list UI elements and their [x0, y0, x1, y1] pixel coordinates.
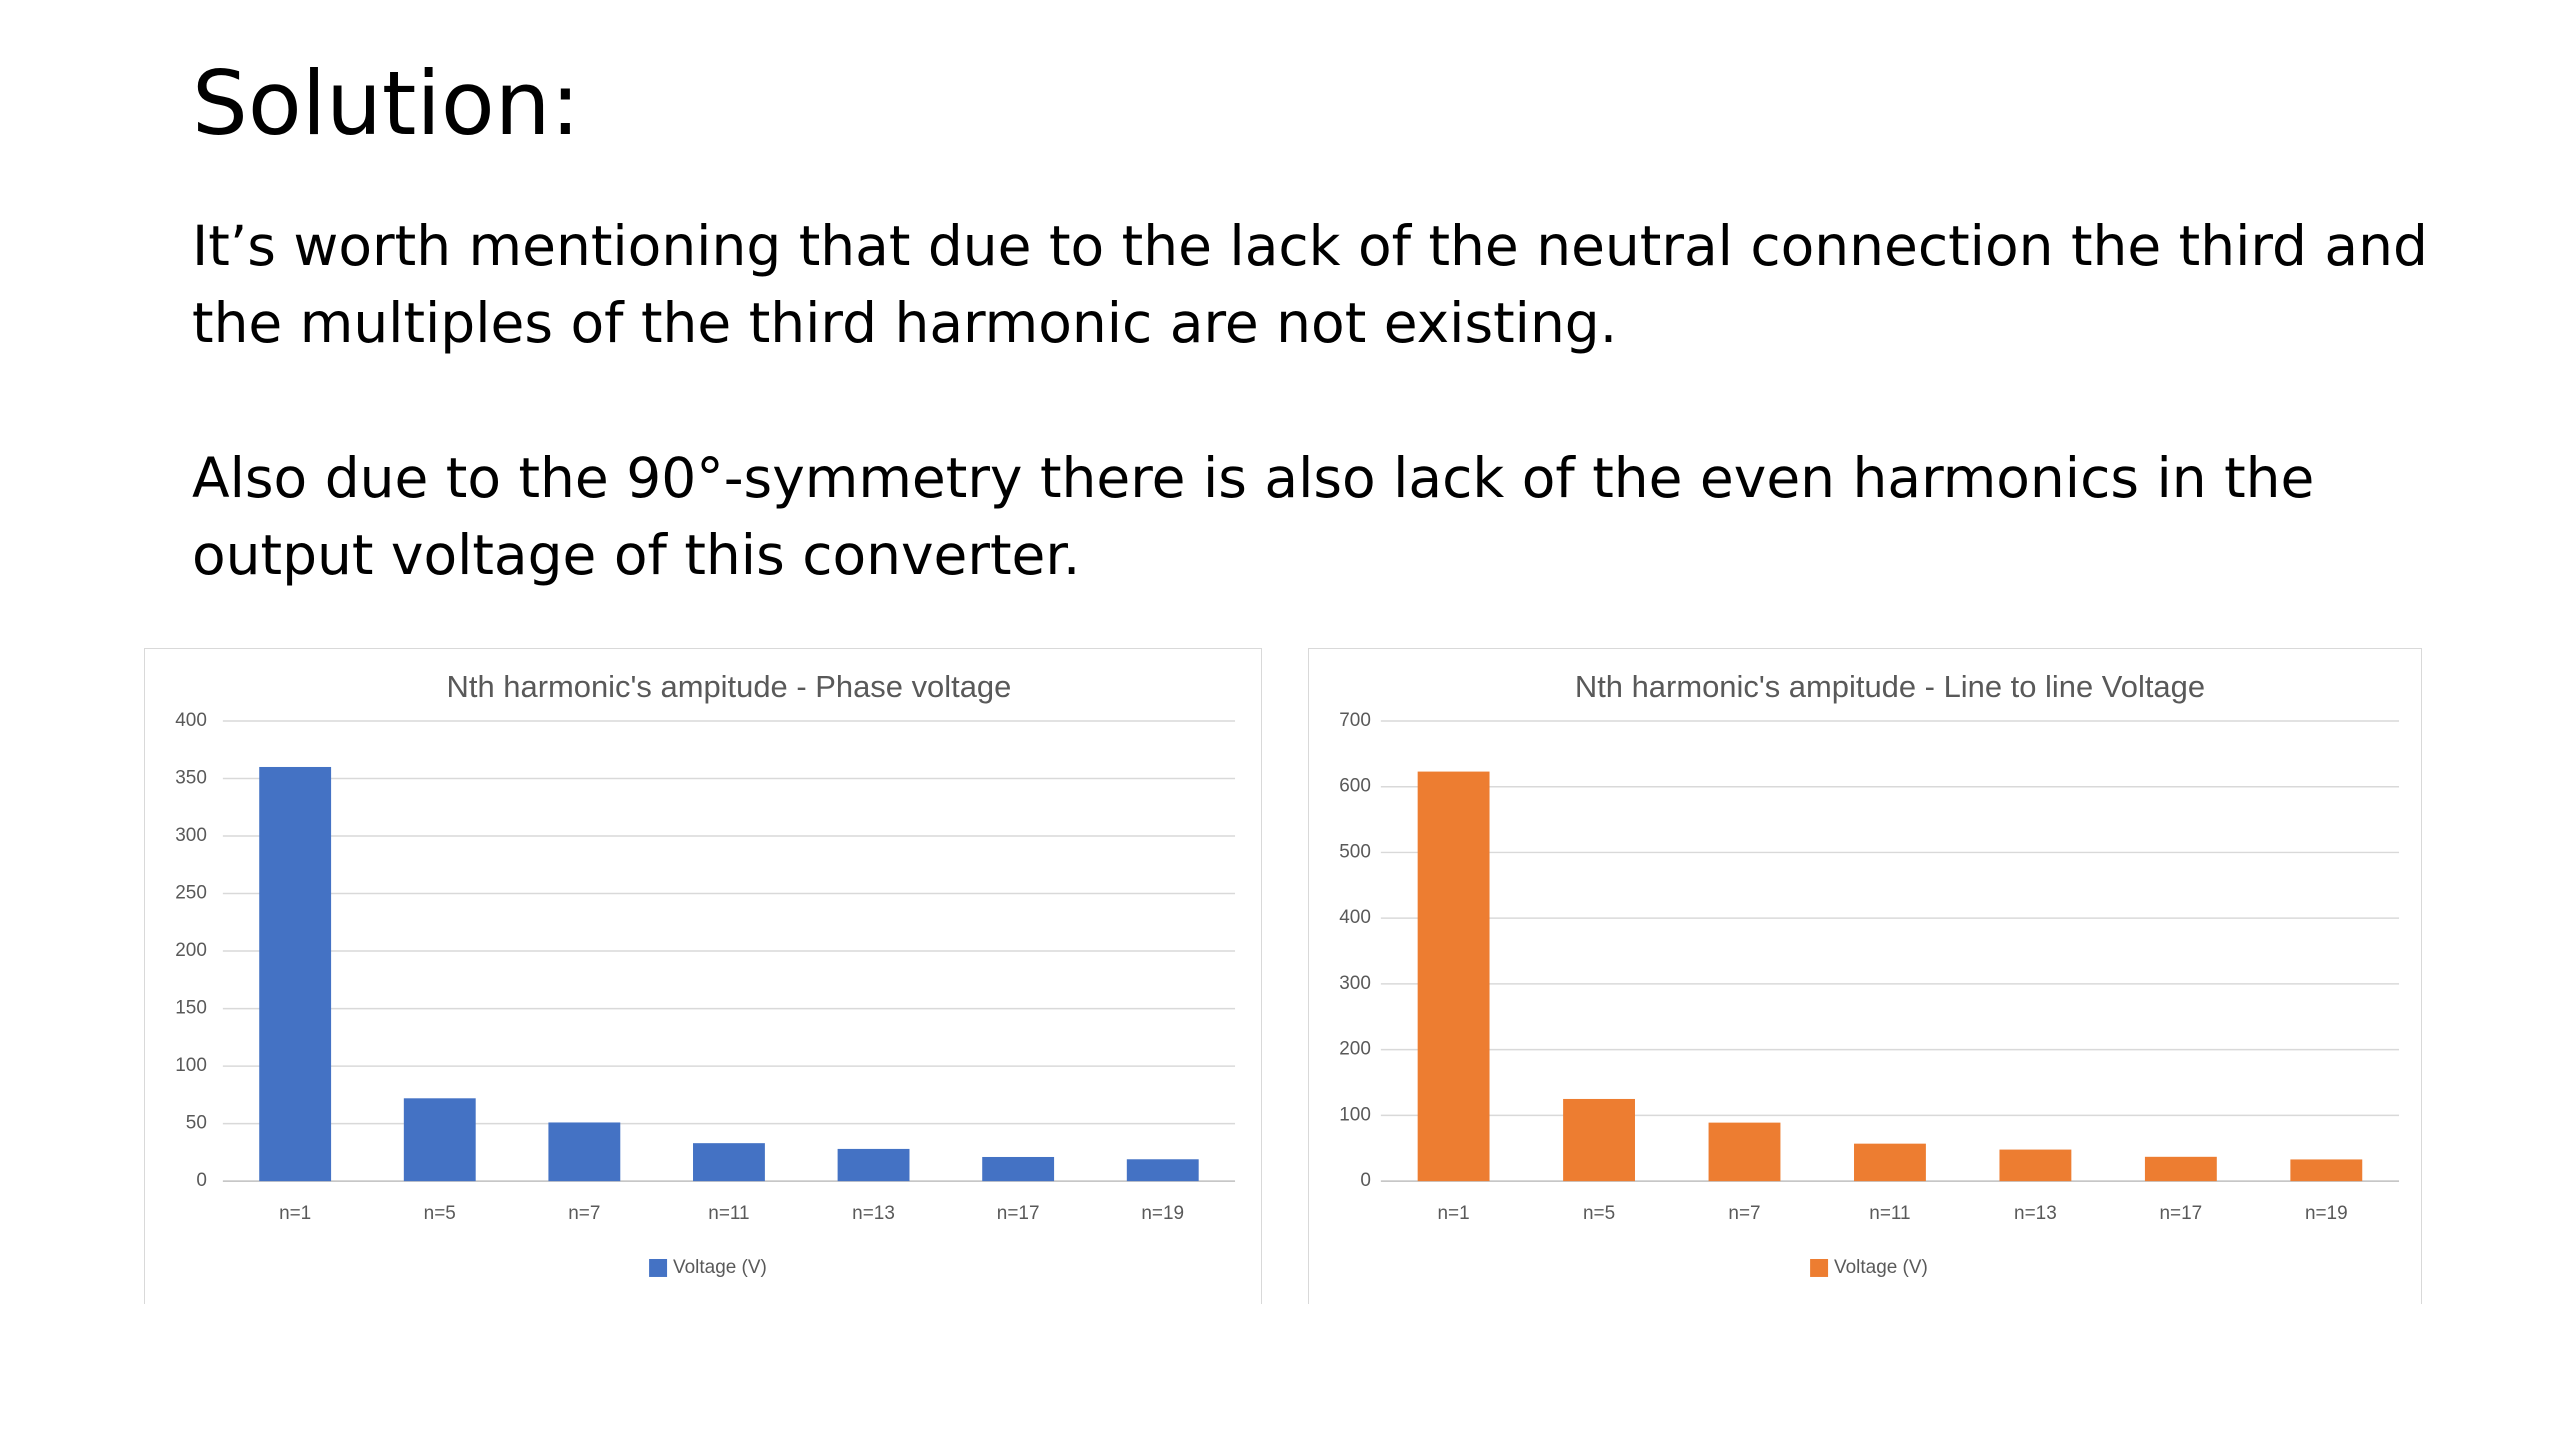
line-x-tick-label: n=19: [2304, 1203, 2348, 1225]
phase-bar: [1127, 1159, 1199, 1181]
phase-chart-title: Nth harmonic's ampitude - Phase voltage: [446, 669, 1012, 705]
line-y-tick-label: 200: [1339, 1038, 1371, 1060]
line-y-tick-label: 400: [1339, 907, 1371, 929]
phase-y-tick-label: 250: [175, 882, 207, 904]
line-bar: [1999, 1150, 2071, 1182]
phase-x-tick-label: n=7: [568, 1203, 601, 1225]
slide-paragraph-neutral: It’s worth mentioning that due to the lack of the neutral connection the third and the multiples of the third harmonic are not existing.: [192, 214, 2428, 355]
phase-bar: [982, 1157, 1054, 1181]
slide-paragraph-symmetry: Also due to the 90°-symmetry there is also lack of the even harmonics in the output voltage of this converter.: [192, 446, 2315, 587]
phase-bar: [259, 767, 331, 1181]
slide-title: Solution:: [192, 52, 581, 155]
phase-x-tick-label: n=1: [279, 1203, 312, 1225]
line-bar: [1709, 1123, 1781, 1182]
phase-y-tick-label: 200: [175, 940, 207, 962]
phase-legend-label: Voltage (V): [673, 1256, 767, 1278]
line-y-tick-label: 500: [1339, 841, 1371, 863]
line-x-tick-label: n=1: [1437, 1203, 1470, 1225]
line-bar: [2145, 1157, 2217, 1181]
line-chart-title: Nth harmonic's ampitude - Line to line Voltage: [1574, 669, 2206, 705]
line-bar: [1418, 772, 1490, 1182]
phase-bar: [693, 1143, 765, 1181]
line-y-tick-label: 300: [1339, 972, 1371, 994]
line-y-tick-label: 100: [1339, 1104, 1371, 1126]
chart-phase-voltage-svg: [145, 649, 1261, 1304]
chart-phase-voltage: [144, 648, 1262, 1304]
phase-bar: [548, 1122, 620, 1181]
phase-legend: [649, 1257, 767, 1278]
line-bar: [1563, 1099, 1635, 1181]
phase-bar: [404, 1098, 476, 1181]
line-x-tick-label: n=7: [1728, 1203, 1761, 1225]
phase-y-tick-label: 100: [175, 1055, 207, 1077]
chart-line-voltage-svg: [1309, 649, 2421, 1304]
phase-bar: [838, 1149, 910, 1181]
phase-x-tick-label: n=5: [423, 1203, 456, 1225]
phase-y-tick-label: 350: [175, 767, 207, 789]
line-bar: [1854, 1144, 1926, 1181]
line-legend: [1810, 1257, 1928, 1278]
phase-y-tick-label: 0: [196, 1170, 207, 1192]
line-y-tick-label: 700: [1339, 709, 1371, 731]
line-x-tick-label: n=11: [1869, 1203, 1911, 1225]
line-legend-label: Voltage (V): [1834, 1256, 1928, 1278]
phase-y-tick-label: 50: [185, 1112, 207, 1134]
phase-x-tick-label: n=11: [708, 1203, 750, 1225]
phase-x-tick-label: n=19: [1141, 1203, 1185, 1225]
line-y-tick-label: 600: [1339, 775, 1371, 797]
phase-y-tick-label: 150: [175, 997, 207, 1019]
phase-x-tick-label: n=17: [996, 1203, 1040, 1225]
line-x-tick-label: n=17: [2159, 1203, 2203, 1225]
line-bar: [2290, 1159, 2362, 1181]
chart-line-voltage: [1308, 648, 2422, 1304]
line-y-tick-label: 0: [1360, 1170, 1371, 1192]
line-x-tick-label: n=5: [1582, 1203, 1616, 1225]
line-legend-swatch: [1810, 1259, 1828, 1277]
line-x-tick-label: n=13: [2014, 1203, 2057, 1225]
phase-y-tick-label: 300: [175, 825, 207, 847]
phase-y-tick-label: 400: [175, 709, 207, 731]
phase-x-tick-label: n=13: [852, 1203, 895, 1225]
phase-legend-swatch: [649, 1259, 667, 1277]
